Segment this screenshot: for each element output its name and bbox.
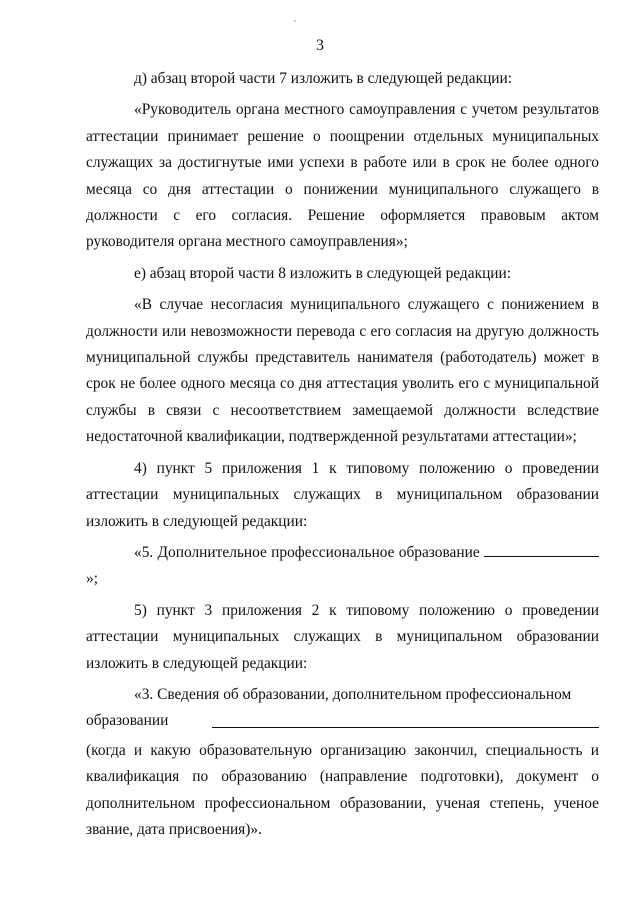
- fill-in-blank-line: [484, 542, 599, 557]
- fill-in-blank-line: [212, 727, 599, 728]
- page-number: 3: [316, 37, 324, 54]
- paragraph-quote-head-decision: «Руководитель органа местного самоуправления с учетом результатов аттестации принимает решение о поощрении отдельных муниципальных служащих за достигнутые ими успехи в работе или в срок не более одного месяца со дня аттестации о понижении муниципального служащего в должности с его согласия. Решение оформляется правовым актом руководителя органа местного самоуправления»;: [86, 101, 599, 251]
- document-body: [86, 66, 599, 843]
- paragraph-quote-item-5: [86, 540, 599, 593]
- paragraph-amend-e: е) абзац второй части 8 изложить в следующей редакции:: [134, 264, 512, 282]
- paragraph-item-4: 4) пункт 5 приложения 1 к типовому положению о проведении аттестации муниципальных служащих в муниципальном образовании изложить в следующей редакции:: [86, 459, 599, 530]
- paragraph-quote-item-3-rest: (когда и какую образовательную организацию закончил, специальность и квалификация по образованию (направление подготовки), документ о дополнительном профессиональном образовании, ученая степень, ученое звание, дата присвоения)».: [86, 741, 599, 838]
- education-line-row: [86, 708, 599, 734]
- item-5-end: »;: [86, 570, 98, 588]
- paragraph-item-5: 5) пункт 3 приложения 2 к типовому положению о проведении аттестации муниципальных служащих в муниципальном образовании изложить в следующей редакции:: [86, 601, 599, 672]
- education-label: образовании: [86, 712, 169, 730]
- item-5-text: «5. Дополнительное профессиональное образование: [134, 543, 484, 561]
- paragraph-quote-item-3-first: «3. Сведения об образовании, дополнительном профессиональном: [134, 685, 572, 703]
- scan-speck: [294, 20, 296, 22]
- paragraph-quote-disagreement: «В случае несогласия муниципального служащего с понижением в должности или невозможности перевода с его согласия на другую должность муниципальной службы представитель нанимателя (работодатель) может в срок не более одного месяца со дня аттестация уволить его с муниципальной службы в связи с несоответствием замещаемой должности вследствие недостаточной квалификации, подтвержденной результатами аттестации»;: [86, 296, 599, 446]
- paragraph-amend-d: д) абзац второй части 7 изложить в следующей редакции:: [134, 70, 513, 87]
